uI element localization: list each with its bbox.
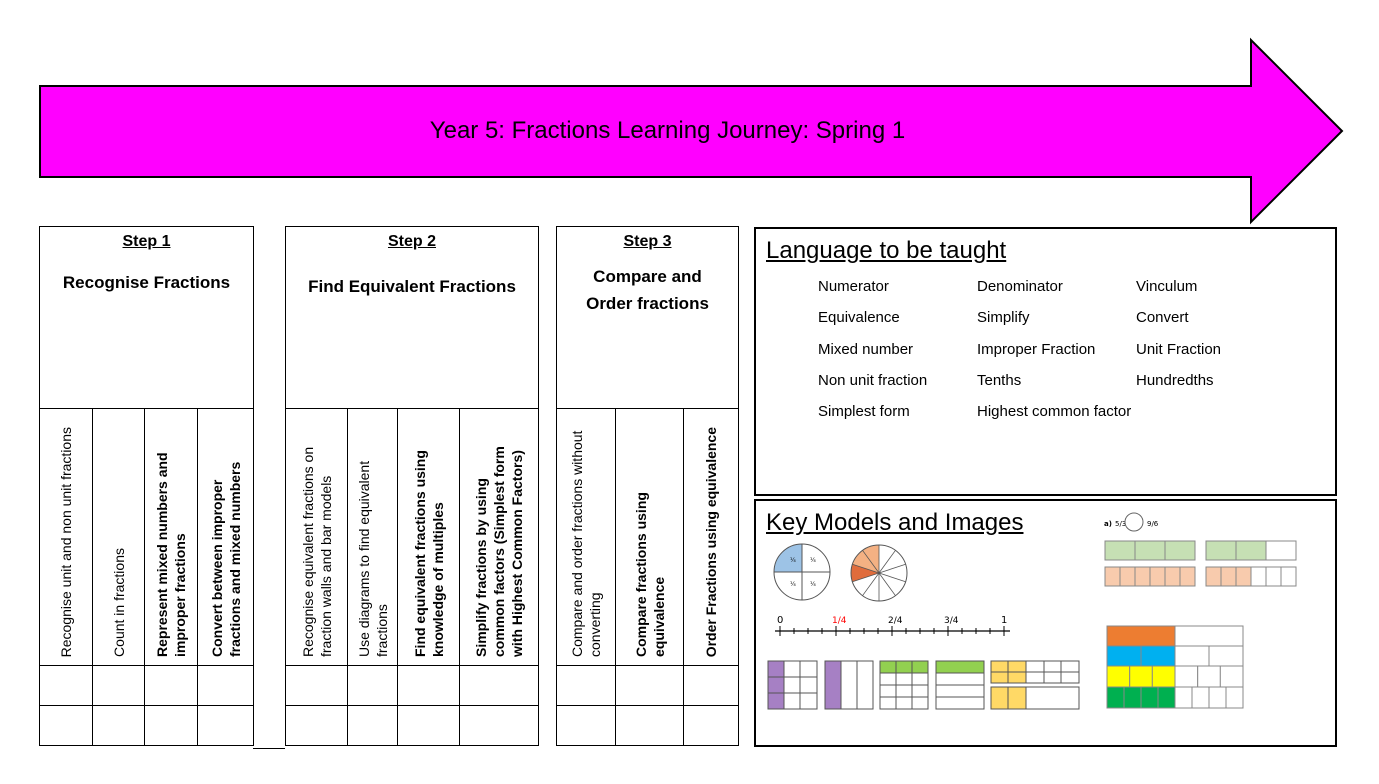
number-line-label: 1/4 [832, 616, 847, 626]
compare-fractions-model [1104, 513, 1159, 531]
svg-text:¼: ¼ [810, 581, 816, 588]
step-number: Step 2 [387, 233, 436, 250]
number-line-label: 2/4 [888, 616, 903, 626]
models-title: Key Models and Images [766, 509, 1024, 536]
number-line-label: 1 [1001, 615, 1008, 626]
svg-text:¼: ¼ [810, 557, 816, 564]
objective-text: Represent mixed numbers and improper fractions [154, 452, 188, 657]
step-title: Find Equivalent Fractions [308, 277, 516, 296]
vocab-word: Hundredths [1136, 372, 1214, 389]
vocab-word: Denominator [977, 278, 1063, 295]
compare-left: 5/3 [1115, 520, 1127, 528]
objective-text: Find equivalent fractions using knowledge of multiples [411, 450, 446, 657]
vocab-word: Simplest form [818, 403, 910, 420]
language-title: Language to be taught [766, 237, 1007, 264]
vocab-word: Simplify [977, 309, 1030, 326]
banner-title: Year 5: Fractions Learning Journey: Spring 1 [429, 117, 906, 144]
step-number: Step 3 [623, 233, 672, 250]
vocab-word: Highest common factor [977, 403, 1132, 420]
objective-text: Convert between improper fractions and mixed numbers [208, 461, 243, 657]
number-line-label: 3/4 [944, 616, 959, 626]
vocab-word: Improper Fraction [977, 341, 1096, 358]
objective-text: Recognise unit and non unit fractions [58, 426, 74, 657]
step-title: Recognise Fractions [62, 273, 231, 292]
objective-text: Order Fractions using equivalence [703, 426, 719, 657]
svg-text:¼: ¼ [790, 581, 796, 588]
grid-models-row [768, 661, 1079, 709]
step-number: Step 1 [122, 233, 171, 250]
bar-models-thirds-sixths [1105, 541, 1296, 586]
circle-quarters-model [774, 544, 830, 600]
objective-text: Simplify fractions by using common factors (Simplest form with Highest Common Factors) [473, 446, 525, 657]
number-line-label: 0 [777, 615, 784, 626]
number-line-model [775, 615, 1010, 636]
fraction-wall-model [1107, 626, 1243, 708]
objective-text: Count in fractions [110, 548, 127, 657]
compare-right: 9/6 [1147, 520, 1159, 528]
vocab-word: Vinculum [1136, 278, 1198, 295]
vocab-word: Unit Fraction [1136, 341, 1222, 358]
circle-tenths-model [851, 545, 907, 601]
svg-text:¼: ¼ [790, 557, 796, 564]
vocab-word: Convert [1136, 309, 1189, 326]
vocab-word: Tenths [977, 372, 1022, 389]
vocab-word: Numerator [818, 278, 889, 295]
objective-text: Use diagrams to find equivalent fractions [355, 460, 390, 657]
vocab-word: Mixed number [818, 341, 914, 358]
vocab-word: Equivalence [818, 309, 900, 326]
compare-label: a) [1104, 520, 1112, 528]
vocab-word: Non unit fraction [818, 372, 928, 389]
step-title: Compare and Order fractions [586, 267, 709, 313]
objective-text: Compare fractions using equivalence [632, 492, 667, 657]
objective-text: Recognise equivalent fractions on fraction walls and bar models [299, 446, 334, 657]
objective-text: Compare and order fractions without converting [569, 430, 603, 657]
